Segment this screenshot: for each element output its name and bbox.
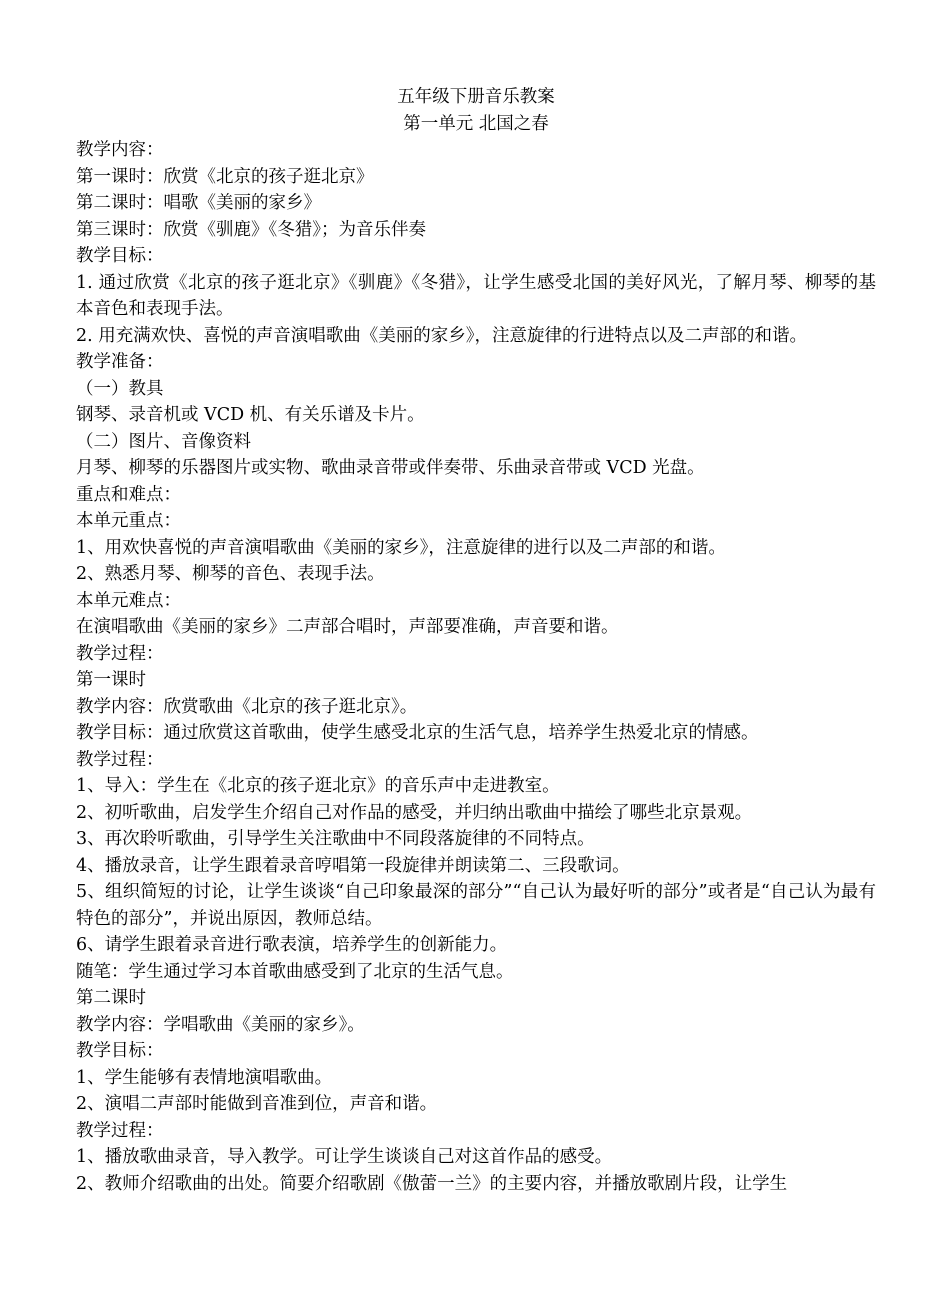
lesson-1-goal: 教学目标：通过欣赏这首歌曲，使学生感受北京的生活气息，培养学生热爱北京的情感。 (76, 723, 759, 743)
document-title: 五年级下册音乐教案 (397, 87, 555, 107)
goal-item-1: 1. 通过欣赏《北京的孩子逛北京》《驯鹿》《冬猎》，让学生感受北国的美好风光，了解月琴、柳琴的基本音色和表现手法。 (76, 272, 876, 319)
focus-item-1: 1、用欢快喜悦的声音演唱歌曲《美丽的家乡》，注意旋律的进行以及二声部的和谐。 (76, 537, 726, 558)
unit-title: 第一单元 北国之春 (403, 113, 549, 134)
goal-item-2: 2. 用充满欢快、喜悦的声音演唱歌曲《美丽的家乡》，注意旋律的行进特点以及二声部的和谐。 (76, 325, 808, 346)
lesson-item-1: 第一课时：欣赏《北京的孩子逛北京》 (76, 166, 374, 187)
difficulty-subheading: 本单元难点： (76, 590, 181, 611)
focus-item-2: 2、熟悉月琴、柳琴的音色、表现手法。 (76, 564, 385, 584)
lesson-1-step-3: 3、再次聆听歌曲，引导学生关注歌曲中不同段落旋律的不同特点。 (76, 829, 595, 849)
lesson-2-goal-heading: 教学目标： (76, 1041, 164, 1061)
document-body (76, 84, 876, 1197)
lesson-2-goal-1: 1、学生能够有表情地演唱歌曲。 (76, 1067, 333, 1088)
lesson-1-heading: 第一课时 (76, 670, 146, 690)
difficulty-text: 在演唱歌曲《美丽的家乡》二声部合唱时，声部要准确，声音要和谐。 (76, 617, 619, 637)
lesson-item-2: 第二课时：唱歌《美丽的家乡》 (76, 193, 321, 213)
focus-subheading: 本单元重点： (76, 511, 181, 531)
section-heading-focus: 重点和难点： (76, 484, 181, 505)
section-heading-content: 教学内容： (76, 140, 164, 160)
lesson-1-step-4: 4、播放录音，让学生跟着录音哼唱第一段旋律并朗读第二、三段歌词。 (76, 855, 630, 876)
lesson-2-process-heading: 教学过程： (76, 1120, 164, 1141)
section-heading-process: 教学过程： (76, 643, 164, 664)
lesson-1-step-1: 1、导入：学生在《北京的孩子逛北京》的音乐声中走进教室。 (76, 776, 560, 796)
section-heading-goals: 教学目标： (76, 246, 164, 266)
lesson-2-content: 教学内容：学唱歌曲《美丽的家乡》。 (76, 1014, 365, 1035)
lesson-2-step-2: 2、教师介绍歌曲的出处。简要介绍歌剧《傲蕾一兰》的主要内容，并播放歌剧片段，让学生 (76, 1173, 788, 1194)
prep-media-text: 月琴、柳琴的乐器图片或实物、歌曲录音带或伴奏带、乐曲录音带或 VCD 光盘。 (76, 458, 705, 478)
lesson-1-step-6: 6、请学生跟着录音进行歌表演，培养学生的创新能力。 (76, 935, 508, 955)
prep-tools-text: 钢琴、录音机或 VCD 机、有关乐谱及卡片。 (76, 405, 425, 425)
prep-subheading-media: （二）图片、音像资料 (76, 431, 251, 452)
lesson-2-step-1: 1、播放歌曲录音，导入教学。可让学生谈谈自己对这首作品的感受。 (76, 1147, 613, 1167)
lesson-1-process-heading: 教学过程： (76, 749, 164, 770)
prep-subheading-tools: （一）教具 (76, 378, 164, 399)
section-heading-preparation: 教学准备： (76, 352, 164, 372)
lesson-1-notes: 随笔：学生通过学习本首歌曲感受到了北京的生活气息。 (76, 961, 514, 982)
lesson-2-goal-2: 2、演唱二声部时能做到音准到位，声音和谐。 (76, 1094, 438, 1114)
lesson-1-step-2: 2、初听歌曲，启发学生介绍自己对作品的感受，并归纳出歌曲中描绘了哪些北京景观。 (76, 802, 753, 823)
lesson-1-content: 教学内容：欣赏歌曲《北京的孩子逛北京》。 (76, 696, 418, 717)
lesson-1-step-5: 5、组织简短的讨论，让学生谈谈“自己印象最深的部分”“自己认为最好听的部分”或者是“自己认为最有特色的部分”，并说出原因，教师总结。 (76, 882, 876, 929)
lesson-item-3: 第三课时：欣赏《驯鹿》《冬猎》；为音乐伴奏 (76, 219, 426, 240)
lesson-2-heading: 第二课时 (76, 988, 146, 1008)
